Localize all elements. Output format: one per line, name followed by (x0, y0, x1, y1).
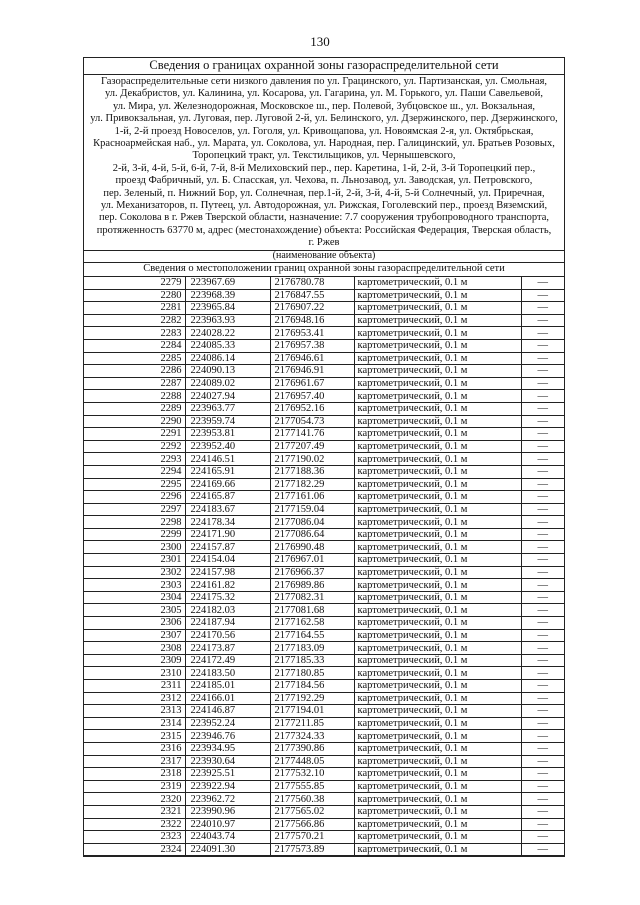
point-number-cell: 2313 (84, 705, 185, 718)
x-coordinate-cell: 224091.30 (185, 843, 270, 856)
point-number-cell: 2280 (84, 289, 185, 302)
description-line: проезд Фабричный, ул. Б. Спасская, ул. Чехова, п. Льнозавод, ул. Заводская, ул. Петровского, (115, 175, 533, 187)
table-row (84, 566, 564, 579)
dash-cell: — (521, 642, 564, 655)
dash-cell: — (521, 843, 564, 856)
y-coordinate-cell: 2176780.78 (270, 277, 354, 290)
table-row (84, 755, 564, 768)
table-row (84, 339, 564, 352)
x-coordinate-cell: 223967.69 (185, 277, 270, 290)
description-line: ул. Декабристов, ул. Калинина, ул. Косарова, ул. Гагарина, ул. М. Горького, ул. Паши Савельевой, (104, 88, 543, 100)
point-number-cell: 2290 (84, 415, 185, 428)
dash-cell: — (521, 491, 564, 504)
description-line: пер. Зеленый, п. Нижний Бор, ул. Солнечная, пер.1-й, 2-й, 3-й, 4-й, 5-й Солнечный, ул. Приречная, (103, 187, 545, 199)
method-cell: картометрический, 0.1 м (354, 327, 521, 340)
dash-cell: — (521, 604, 564, 617)
x-coordinate-cell: 224085.33 (185, 339, 270, 352)
x-coordinate-cell: 224172.49 (185, 654, 270, 667)
dash-cell: — (521, 289, 564, 302)
table-row (84, 541, 564, 554)
description-line: г. Ржев (308, 237, 340, 249)
table-row (84, 528, 564, 541)
point-number-cell: 2322 (84, 818, 185, 831)
dash-cell: — (521, 566, 564, 579)
method-cell: картометрический, 0.1 м (354, 465, 521, 478)
table-row (84, 579, 564, 592)
dash-cell: — (521, 314, 564, 327)
y-coordinate-cell: 2177054.73 (270, 415, 354, 428)
dash-cell: — (521, 377, 564, 390)
y-coordinate-cell: 2176967.01 (270, 554, 354, 567)
table-row (84, 465, 564, 478)
y-coordinate-cell: 2176957.40 (270, 390, 354, 403)
method-cell: картометрический, 0.1 м (354, 402, 521, 415)
x-coordinate-cell: 224185.01 (185, 680, 270, 693)
dash-cell: — (521, 654, 564, 667)
dash-cell: — (521, 327, 564, 340)
method-cell: картометрический, 0.1 м (354, 566, 521, 579)
point-number-cell: 2324 (84, 843, 185, 856)
dash-cell: — (521, 692, 564, 705)
y-coordinate-cell: 2177162.58 (270, 617, 354, 630)
dash-cell: — (521, 503, 564, 516)
dash-cell: — (521, 742, 564, 755)
point-number-cell: 2319 (84, 780, 185, 793)
y-coordinate-cell: 2177560.38 (270, 793, 354, 806)
table-row (84, 742, 564, 755)
x-coordinate-cell: 224146.87 (185, 705, 270, 718)
point-number-cell: 2310 (84, 667, 185, 680)
method-cell: картометрический, 0.1 м (354, 818, 521, 831)
y-coordinate-cell: 2177161.06 (270, 491, 354, 504)
dash-cell: — (521, 629, 564, 642)
point-number-cell: 2298 (84, 516, 185, 529)
y-coordinate-cell: 2177211.85 (270, 717, 354, 730)
table-row (84, 642, 564, 655)
point-number-cell: 2315 (84, 730, 185, 743)
dash-cell: — (521, 667, 564, 680)
x-coordinate-cell: 224169.66 (185, 478, 270, 491)
table-row (84, 843, 564, 856)
table-row (84, 831, 564, 844)
method-cell: картометрический, 0.1 м (354, 642, 521, 655)
table-row (84, 415, 564, 428)
x-coordinate-cell: 223925.51 (185, 768, 270, 781)
x-coordinate-cell: 224161.82 (185, 579, 270, 592)
point-number-cell: 2293 (84, 453, 185, 466)
y-coordinate-cell: 2177185.33 (270, 654, 354, 667)
method-cell: картометрический, 0.1 м (354, 780, 521, 793)
table-row (84, 805, 564, 818)
point-number-cell: 2323 (84, 831, 185, 844)
dash-cell: — (521, 528, 564, 541)
table-row (84, 717, 564, 730)
dash-cell: — (521, 428, 564, 441)
point-number-cell: 2306 (84, 617, 185, 630)
table-row (84, 327, 564, 340)
x-coordinate-cell: 224010.97 (185, 818, 270, 831)
table-row (84, 478, 564, 491)
y-coordinate-cell: 2177141.76 (270, 428, 354, 441)
point-number-cell: 2295 (84, 478, 185, 491)
x-coordinate-cell: 223959.74 (185, 415, 270, 428)
point-number-cell: 2286 (84, 365, 185, 378)
dash-cell: — (521, 453, 564, 466)
x-coordinate-cell: 224146.51 (185, 453, 270, 466)
point-number-cell: 2308 (84, 642, 185, 655)
x-coordinate-cell: 224157.87 (185, 541, 270, 554)
method-cell: картометрический, 0.1 м (354, 654, 521, 667)
point-number-cell: 2283 (84, 327, 185, 340)
x-coordinate-cell: 223946.76 (185, 730, 270, 743)
y-coordinate-cell: 2177390.86 (270, 742, 354, 755)
y-coordinate-cell: 2177159.04 (270, 503, 354, 516)
point-number-cell: 2281 (84, 302, 185, 315)
table-row (84, 591, 564, 604)
table-row (84, 302, 564, 315)
method-cell: картометрический, 0.1 м (354, 352, 521, 365)
coordinates-table (84, 276, 564, 856)
method-cell: картометрический, 0.1 м (354, 415, 521, 428)
y-coordinate-cell: 2176961.67 (270, 377, 354, 390)
description-line: ул. Механизаторов, п. Путеец, ул. Автодорожная, ул. Рижская, Гоголевский пер., проезд Вяземский, (100, 200, 548, 212)
y-coordinate-cell: 2177188.36 (270, 465, 354, 478)
description-line: Торопецкий тракт, ул. Текстильщиков, ул. Чернышевского, (192, 150, 456, 162)
point-number-cell: 2300 (84, 541, 185, 554)
table-row (84, 453, 564, 466)
x-coordinate-cell: 223934.95 (185, 742, 270, 755)
dash-cell: — (521, 554, 564, 567)
method-cell: картометрический, 0.1 м (354, 516, 521, 529)
object-description (84, 75, 564, 250)
y-coordinate-cell: 2177194.01 (270, 705, 354, 718)
table-row (84, 352, 564, 365)
x-coordinate-cell: 224154.04 (185, 554, 270, 567)
x-coordinate-cell: 223963.93 (185, 314, 270, 327)
description-line: 1-й, 2-й проезд Новоселов, ул. Гоголя, ул. Кривощапова, ул. Новоямская 2-я, ул. Октябрьская, (114, 125, 534, 137)
table-row (84, 289, 564, 302)
dash-cell: — (521, 617, 564, 630)
document-title: Сведения о границах охранной зоны газораспределительной сети (84, 58, 564, 75)
x-coordinate-cell: 224086.14 (185, 352, 270, 365)
point-number-cell: 2321 (84, 805, 185, 818)
method-cell: картометрический, 0.1 м (354, 579, 521, 592)
point-number-cell: 2302 (84, 566, 185, 579)
description-line: пер. Соколова в г. Ржев Тверской области, назначение: 7.7 сооружения трубопроводного транспорта, (98, 212, 549, 224)
x-coordinate-cell: 223968.39 (185, 289, 270, 302)
method-cell: картометрический, 0.1 м (354, 289, 521, 302)
dash-cell: — (521, 302, 564, 315)
table-row (84, 818, 564, 831)
x-coordinate-cell: 223963.77 (185, 402, 270, 415)
dash-cell: — (521, 591, 564, 604)
method-cell: картометрический, 0.1 м (354, 629, 521, 642)
y-coordinate-cell: 2177086.64 (270, 528, 354, 541)
table-row (84, 654, 564, 667)
dash-cell: — (521, 415, 564, 428)
point-number-cell: 2311 (84, 680, 185, 693)
method-cell: картометрический, 0.1 м (354, 805, 521, 818)
point-number-cell: 2285 (84, 352, 185, 365)
dash-cell: — (521, 680, 564, 693)
table-row (84, 554, 564, 567)
method-cell: картометрический, 0.1 м (354, 667, 521, 680)
x-coordinate-cell: 223953.81 (185, 428, 270, 441)
point-number-cell: 2317 (84, 755, 185, 768)
method-cell: картометрический, 0.1 м (354, 755, 521, 768)
table-row (84, 365, 564, 378)
y-coordinate-cell: 2177566.86 (270, 818, 354, 831)
method-cell: картометрический, 0.1 м (354, 478, 521, 491)
method-cell: картометрический, 0.1 м (354, 680, 521, 693)
method-cell: картометрический, 0.1 м (354, 591, 521, 604)
y-coordinate-cell: 2177164.55 (270, 629, 354, 642)
y-coordinate-cell: 2177086.04 (270, 516, 354, 529)
x-coordinate-cell: 224166.01 (185, 692, 270, 705)
y-coordinate-cell: 2177190.02 (270, 453, 354, 466)
y-coordinate-cell: 2176966.37 (270, 566, 354, 579)
method-cell: картометрический, 0.1 м (354, 793, 521, 806)
dash-cell: — (521, 478, 564, 491)
dash-cell: — (521, 402, 564, 415)
x-coordinate-cell: 224090.13 (185, 365, 270, 378)
dash-cell: — (521, 717, 564, 730)
x-coordinate-cell: 224027.94 (185, 390, 270, 403)
y-coordinate-cell: 2177182.29 (270, 478, 354, 491)
point-number-cell: 2282 (84, 314, 185, 327)
y-coordinate-cell: 2177207.49 (270, 440, 354, 453)
y-coordinate-cell: 2177082.31 (270, 591, 354, 604)
point-number-cell: 2320 (84, 793, 185, 806)
y-coordinate-cell: 2176990.48 (270, 541, 354, 554)
object-caption: (наименование объекта) (84, 250, 564, 262)
x-coordinate-cell: 224171.90 (185, 528, 270, 541)
x-coordinate-cell: 224183.50 (185, 667, 270, 680)
dash-cell: — (521, 755, 564, 768)
point-number-cell: 2304 (84, 591, 185, 604)
y-coordinate-cell: 2177573.89 (270, 843, 354, 856)
dash-cell: — (521, 277, 564, 290)
point-number-cell: 2289 (84, 402, 185, 415)
y-coordinate-cell: 2177555.85 (270, 780, 354, 793)
y-coordinate-cell: 2176946.61 (270, 352, 354, 365)
x-coordinate-cell: 224173.87 (185, 642, 270, 655)
point-number-cell: 2307 (84, 629, 185, 642)
dash-cell: — (521, 541, 564, 554)
point-number-cell: 2296 (84, 491, 185, 504)
y-coordinate-cell: 2176946.91 (270, 365, 354, 378)
dash-cell: — (521, 730, 564, 743)
point-number-cell: 2291 (84, 428, 185, 441)
y-coordinate-cell: 2177324.33 (270, 730, 354, 743)
y-coordinate-cell: 2176953.41 (270, 327, 354, 340)
point-number-cell: 2316 (84, 742, 185, 755)
y-coordinate-cell: 2177570.21 (270, 831, 354, 844)
y-coordinate-cell: 2177448.05 (270, 755, 354, 768)
point-number-cell: 2318 (84, 768, 185, 781)
x-coordinate-cell: 223952.24 (185, 717, 270, 730)
method-cell: картометрический, 0.1 м (354, 339, 521, 352)
point-number-cell: 2294 (84, 465, 185, 478)
dash-cell: — (521, 365, 564, 378)
method-cell: картометрический, 0.1 м (354, 528, 521, 541)
y-coordinate-cell: 2176907.22 (270, 302, 354, 315)
dash-cell: — (521, 579, 564, 592)
dash-cell: — (521, 465, 564, 478)
table-row (84, 428, 564, 441)
point-number-cell: 2303 (84, 579, 185, 592)
dash-cell: — (521, 793, 564, 806)
x-coordinate-cell: 224182.03 (185, 604, 270, 617)
table-row (84, 667, 564, 680)
method-cell: картометрический, 0.1 м (354, 604, 521, 617)
method-cell: картометрический, 0.1 м (354, 277, 521, 290)
method-cell: картометрический, 0.1 м (354, 831, 521, 844)
point-number-cell: 2309 (84, 654, 185, 667)
point-number-cell: 2301 (84, 554, 185, 567)
x-coordinate-cell: 224157.98 (185, 566, 270, 579)
method-cell: картометрический, 0.1 м (354, 768, 521, 781)
description-line: 2-й, 3-й, 4-й, 5-й, 6-й, 7-й, 8-й Мелиховский пер., пер. Каретина, 1-й, 2-й, 3-й Торопецкий пер., (112, 162, 536, 174)
table-row (84, 768, 564, 781)
x-coordinate-cell: 224089.02 (185, 377, 270, 390)
table-row (84, 705, 564, 718)
description-line: протяженность 63770 м, адрес (местонахождение) объекта: Российская Федерация, Тверская область, (96, 224, 552, 236)
point-number-cell: 2305 (84, 604, 185, 617)
table-row (84, 730, 564, 743)
table-row (84, 277, 564, 290)
x-coordinate-cell: 223952.40 (185, 440, 270, 453)
table-row (84, 402, 564, 415)
method-cell: картометрический, 0.1 м (354, 440, 521, 453)
y-coordinate-cell: 2176989.86 (270, 579, 354, 592)
dash-cell: — (521, 831, 564, 844)
dash-cell: — (521, 805, 564, 818)
y-coordinate-cell: 2176948.16 (270, 314, 354, 327)
dash-cell: — (521, 768, 564, 781)
description-line: ул. Мира, ул. Железнодорожная, Московское ш., пер. Полевой, Зубцовское ш., ул. Вокзальная, (112, 100, 536, 112)
x-coordinate-cell: 223965.84 (185, 302, 270, 315)
x-coordinate-cell: 223930.64 (185, 755, 270, 768)
table-row (84, 680, 564, 693)
x-coordinate-cell: 223990.96 (185, 805, 270, 818)
x-coordinate-cell: 223962.72 (185, 793, 270, 806)
description-line: Красноармейская наб., ул. Марата, ул. Соколова, ул. Народная, пер. Галицинский, ул. Братьев Розовых, (93, 138, 555, 150)
point-number-cell: 2279 (84, 277, 185, 290)
dash-cell: — (521, 339, 564, 352)
page-number: 130 (310, 34, 330, 49)
y-coordinate-cell: 2177565.02 (270, 805, 354, 818)
method-cell: картометрический, 0.1 м (354, 705, 521, 718)
point-number-cell: 2314 (84, 717, 185, 730)
x-coordinate-cell: 223922.94 (185, 780, 270, 793)
point-number-cell: 2287 (84, 377, 185, 390)
y-coordinate-cell: 2177081.68 (270, 604, 354, 617)
y-coordinate-cell: 2177192.29 (270, 692, 354, 705)
method-cell: картометрический, 0.1 м (354, 717, 521, 730)
method-cell: картометрический, 0.1 м (354, 302, 521, 315)
dash-cell: — (521, 705, 564, 718)
table-row (84, 503, 564, 516)
method-cell: картометрический, 0.1 м (354, 541, 521, 554)
method-cell: картометрический, 0.1 м (354, 692, 521, 705)
x-coordinate-cell: 224043.74 (185, 831, 270, 844)
method-cell: картометрический, 0.1 м (354, 503, 521, 516)
x-coordinate-cell: 224178.34 (185, 516, 270, 529)
x-coordinate-cell: 224170.56 (185, 629, 270, 642)
method-cell: картометрический, 0.1 м (354, 377, 521, 390)
table-row (84, 377, 564, 390)
x-coordinate-cell: 224175.32 (185, 591, 270, 604)
point-number-cell: 2312 (84, 692, 185, 705)
table-row (84, 440, 564, 453)
table-row (84, 617, 564, 630)
method-cell: картометрический, 0.1 м (354, 554, 521, 567)
method-cell: картометрический, 0.1 м (354, 314, 521, 327)
x-coordinate-cell: 224028.22 (185, 327, 270, 340)
method-cell: картометрический, 0.1 м (354, 390, 521, 403)
point-number-cell: 2299 (84, 528, 185, 541)
point-number-cell: 2292 (84, 440, 185, 453)
table-row (84, 793, 564, 806)
method-cell: картометрический, 0.1 м (354, 365, 521, 378)
point-number-cell: 2297 (84, 503, 185, 516)
y-coordinate-cell: 2177184.56 (270, 680, 354, 693)
point-number-cell: 2288 (84, 390, 185, 403)
x-coordinate-cell: 224187.94 (185, 617, 270, 630)
table-row (84, 604, 564, 617)
table-row (84, 692, 564, 705)
method-cell: картометрический, 0.1 м (354, 491, 521, 504)
dash-cell: — (521, 352, 564, 365)
y-coordinate-cell: 2177183.09 (270, 642, 354, 655)
method-cell: картометрический, 0.1 м (354, 730, 521, 743)
point-number-cell: 2284 (84, 339, 185, 352)
table-row (84, 780, 564, 793)
table-row (84, 629, 564, 642)
y-coordinate-cell: 2177180.85 (270, 667, 354, 680)
y-coordinate-cell: 2176952.16 (270, 402, 354, 415)
y-coordinate-cell: 2176957.38 (270, 339, 354, 352)
x-coordinate-cell: 224165.87 (185, 491, 270, 504)
x-coordinate-cell: 224165.91 (185, 465, 270, 478)
document-frame (83, 57, 565, 857)
dash-cell: — (521, 440, 564, 453)
dash-cell: — (521, 818, 564, 831)
x-coordinate-cell: 224183.67 (185, 503, 270, 516)
method-cell: картометрический, 0.1 м (354, 453, 521, 466)
description-line: ул. Привокзальная, ул. Луговая, пер. Луговой 2-й, ул. Белинского, ул. Дзержинского, пер. Дзержинского, (90, 113, 558, 125)
dash-cell: — (521, 390, 564, 403)
y-coordinate-cell: 2177532.10 (270, 768, 354, 781)
method-cell: картометрический, 0.1 м (354, 428, 521, 441)
y-coordinate-cell: 2176847.55 (270, 289, 354, 302)
dash-cell: — (521, 516, 564, 529)
method-cell: картометрический, 0.1 м (354, 742, 521, 755)
section-title: Сведения о местоположении границ охранной зоны газораспределительной сети (84, 262, 564, 276)
method-cell: картометрический, 0.1 м (354, 843, 521, 856)
table-row (84, 491, 564, 504)
dash-cell: — (521, 780, 564, 793)
table-row (84, 516, 564, 529)
method-cell: картометрический, 0.1 м (354, 617, 521, 630)
table-row (84, 314, 564, 327)
description-line: Газораспределительные сети низкого давления по ул. Грацинского, ул. Партизанская, ул. Смольная, (100, 76, 548, 87)
table-row (84, 390, 564, 403)
